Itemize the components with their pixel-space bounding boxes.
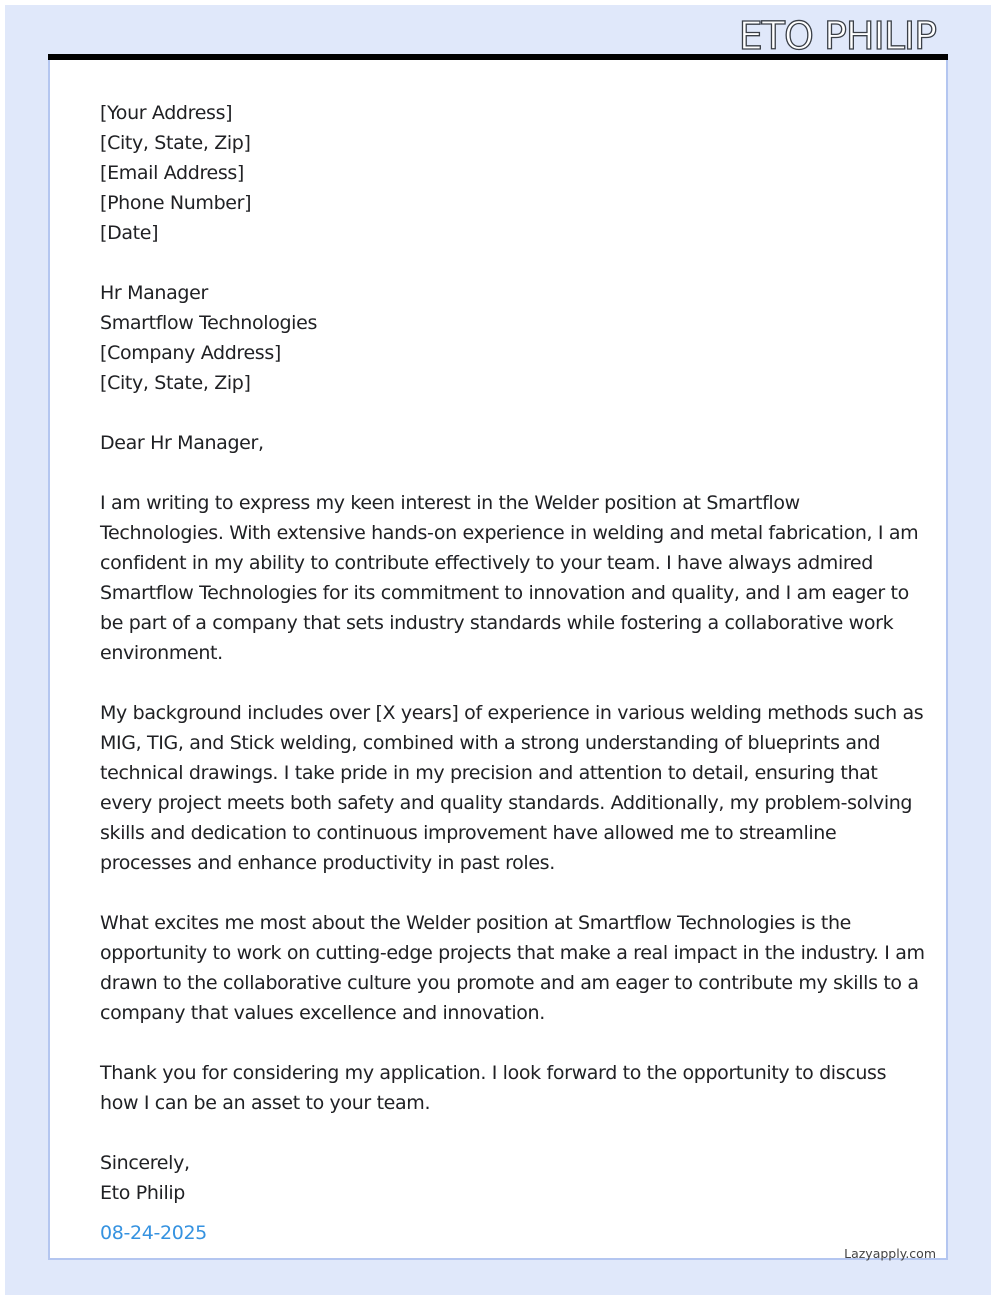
body-paragraph-2 <box>100 698 924 878</box>
body-paragraph-4 <box>100 1058 900 1118</box>
body-paragraph-1 <box>100 488 919 668</box>
paragraph-line: environment. <box>100 642 223 664</box>
paragraph-line: technical drawings. I take pride in my precision and attention to detail, ensuring that <box>100 762 878 784</box>
sender-phone-line: [Phone Number] <box>100 192 252 214</box>
paragraph-line: Smartflow Technologies for its commitment to innovation and quality, and I am eager to <box>100 582 909 604</box>
header-name: ETO PHILIP <box>738 14 936 58</box>
sender-city-line: [City, State, Zip] <box>100 132 251 154</box>
salutation <box>100 428 900 458</box>
paragraph-line: every project meets both safety and quality standards. Additionally, my problem-solving <box>100 792 913 814</box>
paragraph-line: What excites me most about the Welder position at Smartflow Technologies is the <box>100 912 852 934</box>
salutation-text: Dear Hr Manager, <box>100 432 264 454</box>
paragraph-line: Technologies. With extensive hands-on experience in welding and metal fabrication, I am <box>100 522 919 544</box>
recipient-title-line: Hr Manager <box>100 282 208 304</box>
recipient-address-block <box>100 278 900 398</box>
recipient-address-line: [Company Address] <box>100 342 281 364</box>
valediction: Sincerely, <box>100 1152 190 1174</box>
paragraph-line: drawn to the collaborative culture you promote and am eager to contribute my skills to a <box>100 972 919 994</box>
watermark: Lazyapply.com <box>844 1246 936 1261</box>
paragraph-line: MIG, TIG, and Stick welding, combined with a strong understanding of blueprints and <box>100 732 881 754</box>
paragraph-line: I am writing to express my keen interest in the Welder position at Smartflow <box>100 492 800 514</box>
sender-email-line: [Email Address] <box>100 162 244 184</box>
paragraph-line: opportunity to work on cutting-edge projects that make a real impact in the industry. I am <box>100 942 925 964</box>
paragraph-line: company that values excellence and innovation. <box>100 1002 545 1024</box>
closing-block <box>100 1148 900 1208</box>
letter-body <box>100 98 925 1208</box>
sender-date-line: [Date] <box>100 222 159 244</box>
paragraph-line: be part of a company that sets industry standards while fostering a collaborative work <box>100 612 894 634</box>
recipient-city-line: [City, State, Zip] <box>100 372 251 394</box>
signature-name: Eto Philip <box>100 1182 186 1204</box>
body-paragraph-3 <box>100 908 925 1028</box>
sender-address-block <box>100 98 900 248</box>
paragraph-line: confident in my ability to contribute effectively to your team. I have always admired <box>100 552 873 574</box>
recipient-company-line: Smartflow Technologies <box>100 312 317 334</box>
paragraph-line: how I can be an asset to your team. <box>100 1092 431 1114</box>
paragraph-line: My background includes over [X years] of experience in various welding methods such as <box>100 702 924 724</box>
paragraph-line: processes and enhance productivity in past roles. <box>100 852 555 874</box>
paragraph-line: Thank you for considering my application. I look forward to the opportunity to discuss <box>100 1062 887 1084</box>
letter-date: 08-24-2025 <box>100 1222 207 1244</box>
sender-address-line: [Your Address] <box>100 102 233 124</box>
paragraph-line: skills and dedication to continuous improvement have allowed me to streamline <box>100 822 837 844</box>
